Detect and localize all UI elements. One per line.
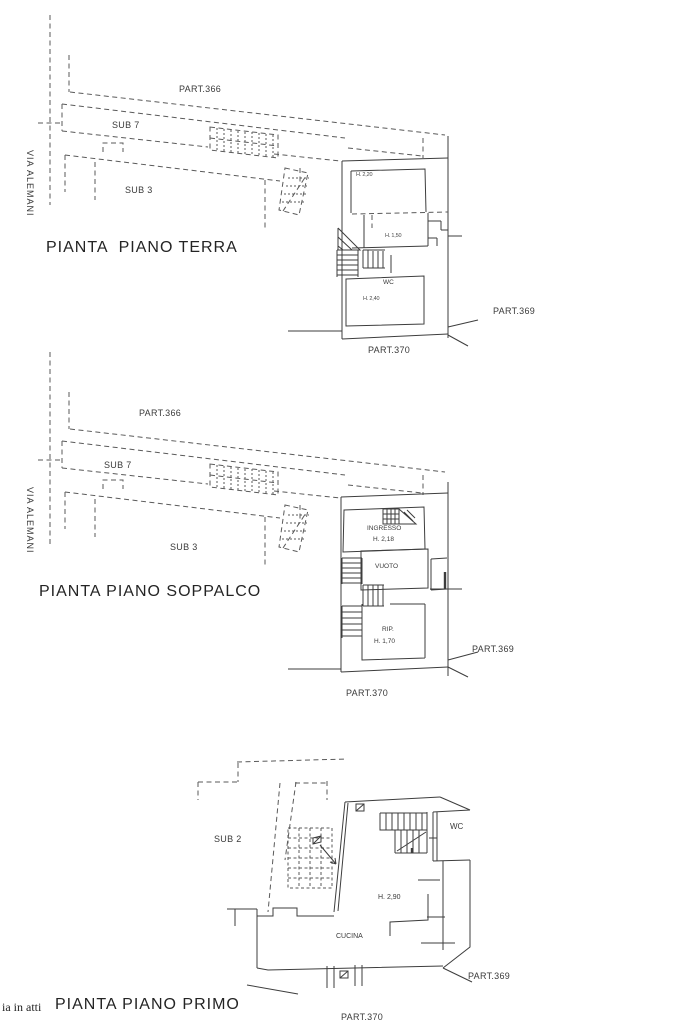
primo-wc-label: WC	[450, 822, 464, 831]
terra-sub-7-label: SUB 7	[112, 120, 140, 130]
soppalco-sub-7-label: SUB 7	[104, 460, 132, 470]
primo-sub-2-label: SUB 2	[214, 834, 242, 844]
primo-plan-title: PIANTA PIANO PRIMO	[55, 996, 240, 1013]
soppalco-external-stairs	[210, 464, 309, 552]
primo-part-370-label: PART.370	[341, 1012, 384, 1022]
soppalco-plan-title: PIANTA PIANO SOPPALCO	[39, 583, 262, 600]
terra-part-370-label: PART.370	[368, 345, 411, 355]
terra-room-height-top: H. 2,20	[356, 172, 373, 178]
primo-room-height-label: H. 2,90	[378, 894, 401, 901]
soppalco-site-boundaries	[38, 352, 445, 565]
soppalco-sub-3-label: SUB 3	[170, 542, 198, 552]
terra-part-366-label: PART.366	[179, 84, 222, 94]
soppalco-street-label: VIA ALEMANI	[25, 487, 35, 554]
soppalco-rip-label: RIP.	[382, 626, 394, 633]
soppalco-part-366-label: PART.366	[139, 408, 182, 418]
primo-external-stair-grid	[288, 828, 336, 888]
terra-site-boundaries	[38, 15, 445, 228]
soppalco-vuoto-label: VUOTO	[375, 563, 398, 570]
terra-building	[288, 136, 478, 346]
terra-sub-3-label: SUB 3	[125, 185, 153, 195]
soppalco-part-370-label: PART.370	[346, 688, 389, 698]
soppalco-building	[288, 482, 478, 677]
terra-room-height-mid: H. 1,50	[385, 233, 402, 239]
terra-room-height-bottom: H. 2,40	[363, 296, 380, 302]
document-footnote: ia in atti	[2, 1000, 42, 1014]
terra-external-stairs	[210, 127, 309, 215]
soppalco-rip-height-label: H. 1,70	[374, 638, 395, 645]
soppalco-ingresso-label: INGRESSO	[367, 525, 402, 532]
primo-part-369-label: PART.369	[468, 971, 511, 981]
terra-part-369-label: PART.369	[493, 306, 536, 316]
soppalco-part-369-label: PART.369	[472, 644, 515, 654]
primo-cucina-label: CUCINA	[336, 933, 363, 940]
terra-wc-label: WC	[383, 279, 394, 286]
terra-street-label: VIA ALEMANI	[25, 150, 35, 217]
primo-building	[227, 797, 472, 994]
terra-plan-title: PIANTA PIANO TERRA	[46, 239, 238, 256]
soppalco-ingresso-height-label: H. 2,18	[373, 536, 394, 543]
